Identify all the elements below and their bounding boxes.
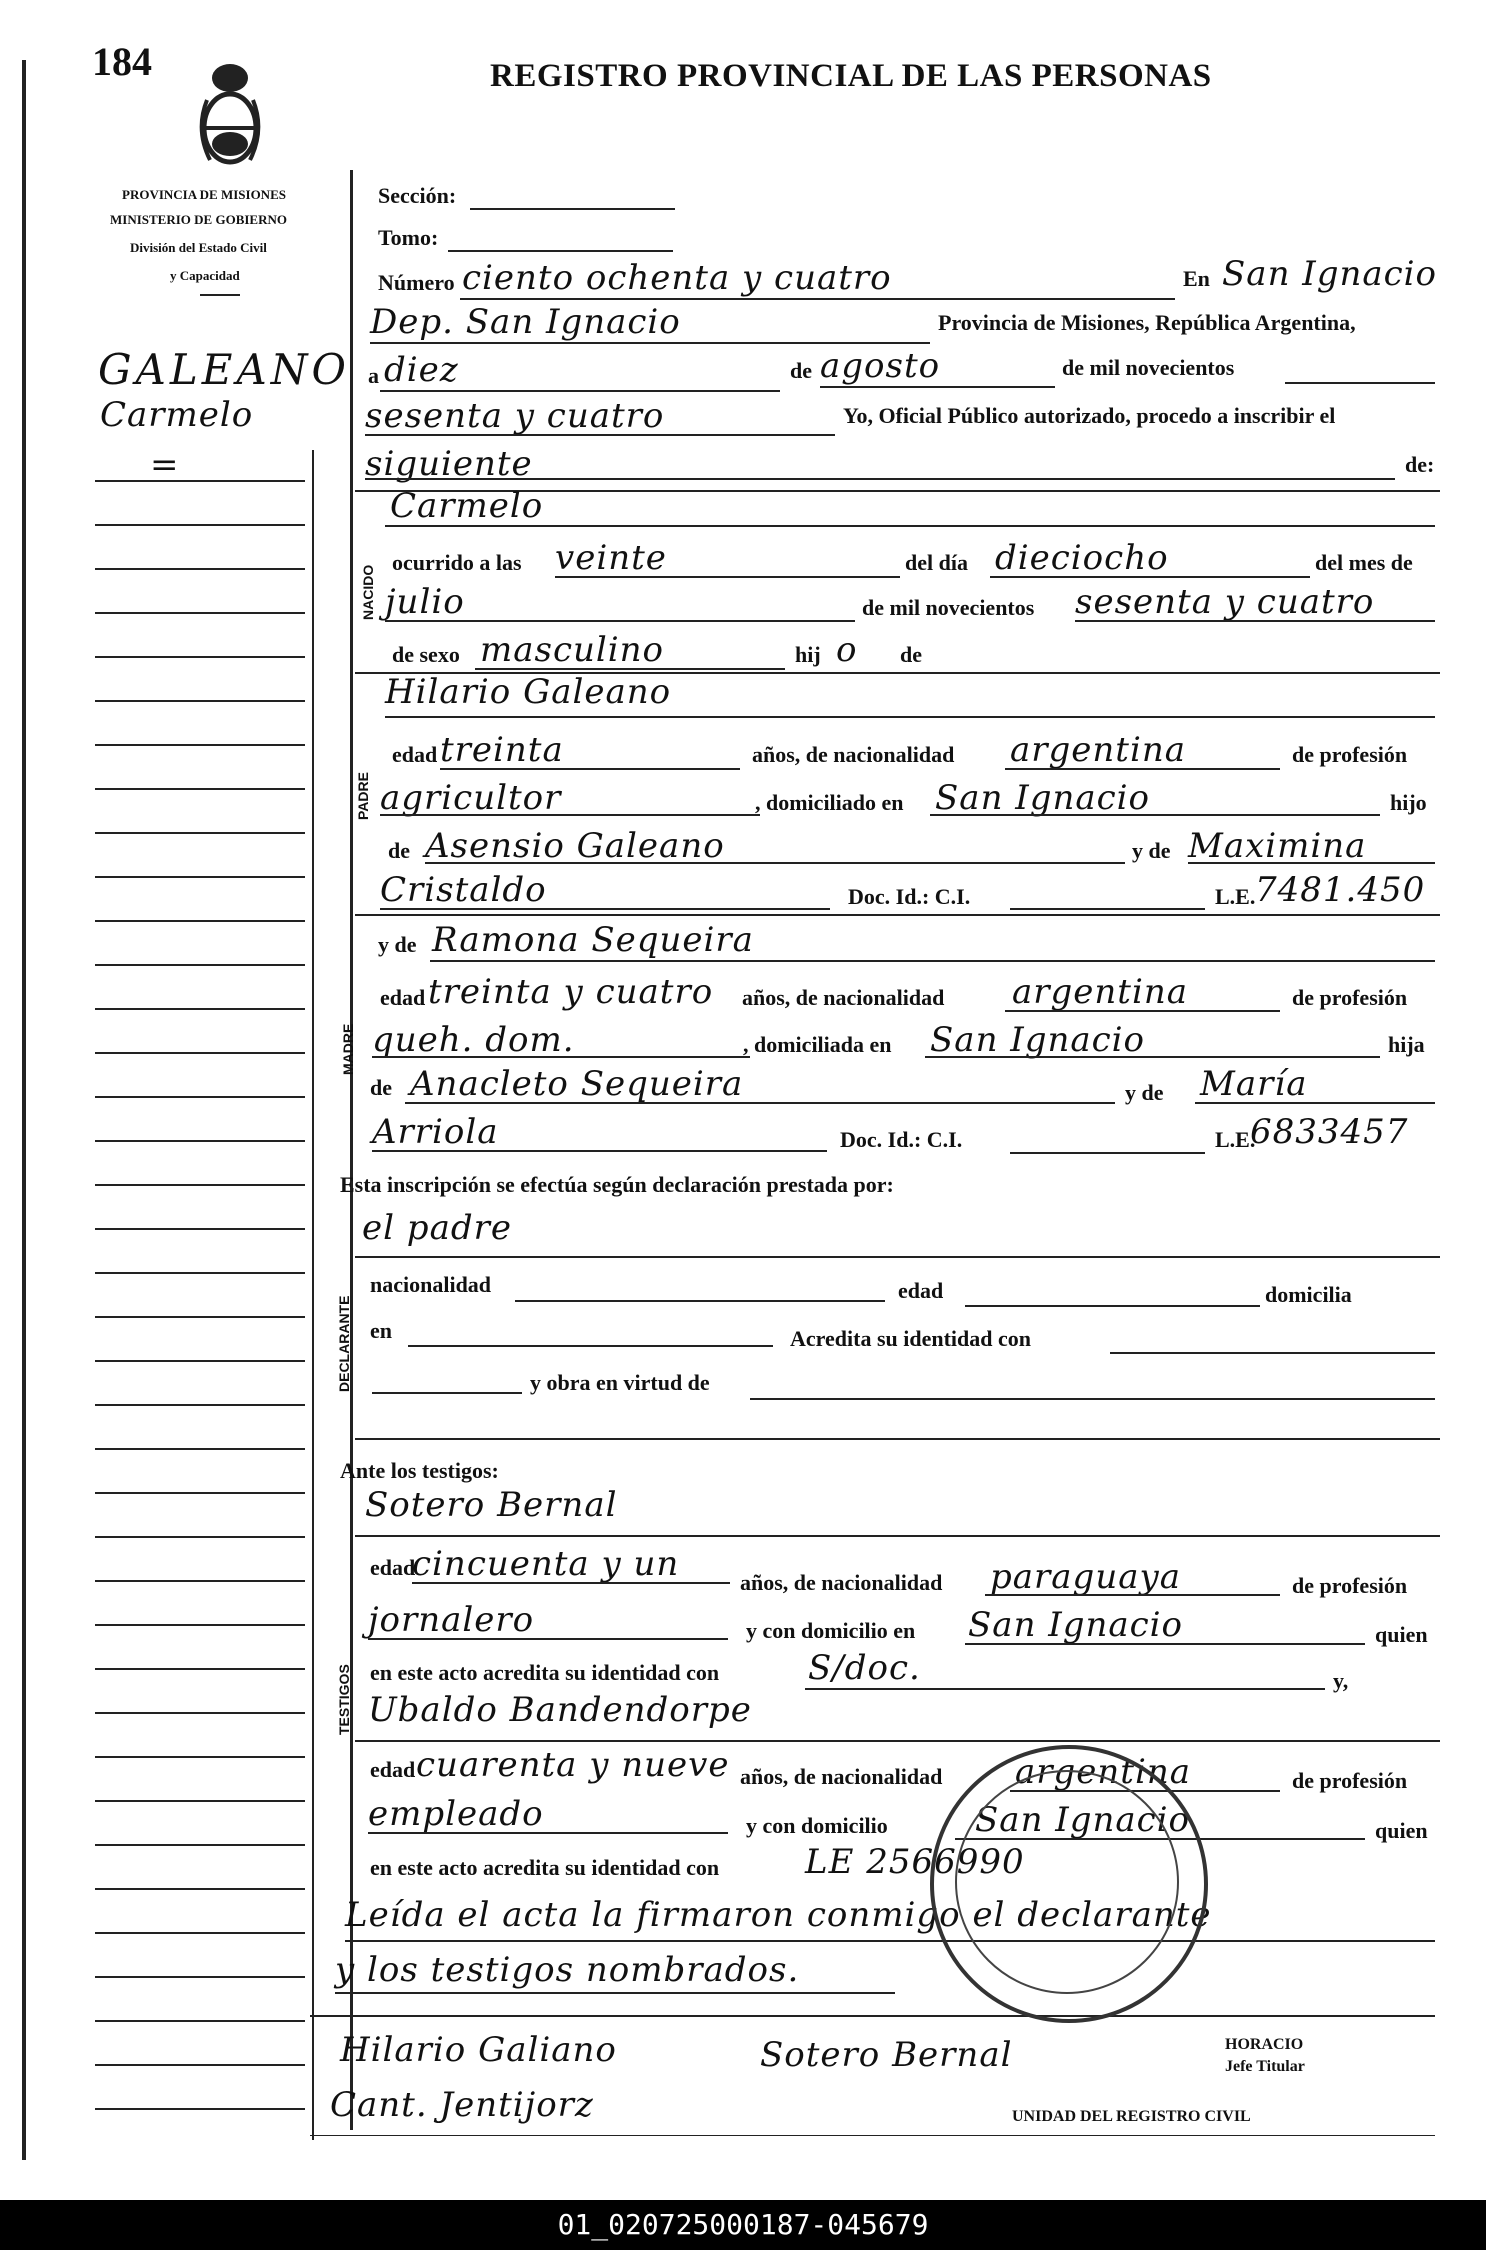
file-id-footer: 01_020725000187-045679 xyxy=(0,2200,1486,2250)
value-en-lugar: San Ignacio xyxy=(1222,254,1438,294)
label-tomo: Tomo: xyxy=(378,225,439,250)
margin-rule xyxy=(95,2020,305,2022)
label-t1-con-domicilio: y con domicilio en xyxy=(746,1618,916,1643)
label-padre-hijo: hijo xyxy=(1390,790,1427,815)
label-padre-y-de: y de xyxy=(1132,838,1171,863)
margin-rule xyxy=(95,1008,305,1010)
madre-domicilio: San Ignacio xyxy=(930,1020,1146,1060)
official-stamp-inner xyxy=(955,1770,1179,1994)
value-anio-nac: sesenta y cuatro xyxy=(1075,582,1375,622)
testigo2-profesion: empleado xyxy=(368,1794,544,1834)
signature-father: Hilario Galiano xyxy=(340,2030,617,2070)
label-de-mil-nac: de mil novecientos xyxy=(862,595,1035,620)
value-dia: dieciocho xyxy=(995,538,1169,578)
label-madre-de: de xyxy=(370,1075,392,1100)
section-declarante: DECLARANTE xyxy=(336,1295,352,1392)
value-dia-inscripcion: diez xyxy=(384,350,459,390)
testigo2-nacionalidad: argentina xyxy=(1015,1752,1192,1792)
label-madre-profesion: de profesión xyxy=(1292,985,1408,1010)
margin-rule xyxy=(95,1800,305,1802)
testigo1-identidad: S/doc. xyxy=(808,1648,921,1688)
margin-rule xyxy=(95,1536,305,1538)
margin-given-name: Carmelo xyxy=(100,395,254,435)
section-testigos: TESTIGOS xyxy=(336,1664,352,1735)
value-mes: julio xyxy=(385,582,465,622)
label-t1-profesion: de profesión xyxy=(1292,1573,1408,1598)
stamp-text-2: Jefe Titular xyxy=(1225,2058,1305,2075)
madre-abuela-apellido: Arriola xyxy=(372,1112,499,1152)
margin-rule xyxy=(95,524,305,526)
declarante-nombre: el padre xyxy=(362,1208,512,1248)
value-hora: veinte xyxy=(555,538,667,578)
margin-rule xyxy=(95,1184,305,1186)
testigo2-identidad: LE 2566990 xyxy=(805,1842,1025,1882)
margin-rule xyxy=(95,1096,305,1098)
label-madre-y-de: y de xyxy=(378,932,417,957)
closing-line-2: y los testigos nombrados. xyxy=(335,1950,800,1990)
margin-rule xyxy=(95,1756,305,1758)
margin-rule xyxy=(95,1316,305,1318)
label-declarante-acredita: Acredita su identidad con xyxy=(790,1326,1032,1351)
label-de-colon: de: xyxy=(1405,452,1435,477)
value-sexo: masculino xyxy=(480,630,665,670)
stamp-text-1: HORACIO xyxy=(1225,2036,1304,2053)
padre-nacionalidad: argentina xyxy=(1010,730,1187,770)
label-padre-profesion: de profesión xyxy=(1292,742,1408,767)
org-line-2: MINISTERIO DE GOBIERNO xyxy=(110,212,287,227)
margin-rule xyxy=(95,1052,305,1054)
signature-official: Cant. Jentijorz xyxy=(330,2085,594,2125)
label-madre-anos-nac: años, de nacionalidad xyxy=(742,985,945,1010)
value-dep: Dep. San Ignacio xyxy=(370,302,681,342)
margin-rule xyxy=(95,2064,305,2066)
label-sexo: de sexo xyxy=(392,642,460,667)
org-line-3: División del Estado Civil xyxy=(130,240,267,255)
margin-rule xyxy=(95,964,305,966)
madre-edad: treinta y cuatro xyxy=(428,972,714,1012)
padre-abuela-apellido: Cristaldo xyxy=(380,870,547,910)
margin-rule xyxy=(95,832,305,834)
label-t1-en-este: en este acto acredita su identidad con xyxy=(370,1660,720,1685)
margin-rule xyxy=(95,1404,305,1406)
label-madre-hija: hija xyxy=(1388,1032,1425,1057)
margin-rule xyxy=(95,920,305,922)
testigo1-domicilio: San Ignacio xyxy=(968,1605,1184,1645)
label-padre-anos-nac: años, de nacionalidad xyxy=(752,742,955,767)
testigo2-edad: cuarenta y nueve xyxy=(416,1745,730,1785)
margin-rule xyxy=(95,656,305,658)
label-t1-anos-nac: años, de nacionalidad xyxy=(740,1570,943,1595)
section-madre: MADRE xyxy=(340,1023,356,1075)
margin-rule xyxy=(95,1712,305,1714)
label-del-mes: del mes de xyxy=(1315,550,1413,575)
testigo1-nombre: Sotero Bernal xyxy=(365,1485,618,1525)
testigo2-nombre: Ubaldo Bandendorpe xyxy=(368,1690,752,1730)
madre-abuela: María xyxy=(1200,1064,1308,1104)
label-de-mil: de mil novecientos xyxy=(1062,355,1235,380)
margin-rule xyxy=(95,876,305,878)
label-ocurrido: ocurrido a las xyxy=(392,550,522,575)
label-ante: Ante los testigos: xyxy=(340,1458,499,1483)
padre-nombre: Hilario Galeano xyxy=(385,672,672,712)
label-hijo-de: de xyxy=(900,642,922,667)
label-declarante-domicilia: domicilia xyxy=(1265,1282,1352,1307)
label-padre-domiciliado: , domiciliado en xyxy=(755,790,904,815)
madre-nacionalidad: argentina xyxy=(1012,972,1189,1012)
madre-profesion: queh. dom. xyxy=(372,1020,575,1060)
label-madre-le: L.E. xyxy=(1215,1127,1256,1152)
label-del-dia: del día xyxy=(905,550,968,575)
label-en: En xyxy=(1183,266,1210,291)
label-t2-profesion: de profesión xyxy=(1292,1768,1408,1793)
margin-rule xyxy=(95,788,305,790)
stamp-text-3: UNIDAD DEL REGISTRO CIVIL xyxy=(1012,2108,1251,2125)
label-padre-le: L.E. xyxy=(1215,884,1256,909)
madre-nombre: Ramona Sequeira xyxy=(432,920,754,960)
margin-rule xyxy=(95,1888,305,1890)
madre-abuelo: Anacleto Sequeira xyxy=(410,1064,744,1104)
label-madre-domiciliada: , domiciliada en xyxy=(743,1032,892,1057)
label-t2-en-este: en este acto acredita su identidad con xyxy=(370,1855,720,1880)
label-provincia: Provincia de Misiones, República Argentina, xyxy=(938,310,1356,335)
margin-rule xyxy=(95,1360,305,1362)
label-t1-edad: edad xyxy=(370,1555,416,1580)
margin-rule xyxy=(95,1228,305,1230)
value-hijo-suffix: o xyxy=(836,630,858,670)
margin-rule xyxy=(95,1272,305,1274)
label-madre-doc: Doc. Id.: C.I. xyxy=(840,1127,963,1152)
label-t1-y: y, xyxy=(1333,1668,1349,1693)
margin-rule xyxy=(95,568,305,570)
value-mes-inscripcion: agosto xyxy=(820,346,941,386)
margin-mark: = xyxy=(150,445,180,485)
label-t1-quien: quien xyxy=(1375,1622,1428,1647)
margin-rule xyxy=(95,1448,305,1450)
padre-abuela: Maximina xyxy=(1188,826,1367,866)
margin-rule xyxy=(95,1624,305,1626)
margin-rule xyxy=(95,1580,305,1582)
margin-rule xyxy=(95,1668,305,1670)
label-inscripcion: Esta inscripción se efectúa según declaración prestada por: xyxy=(340,1172,894,1197)
label-t2-con-domicilio: y con domicilio xyxy=(746,1813,888,1838)
margin-rule xyxy=(95,1492,305,1494)
label-numero: Número xyxy=(378,270,455,295)
label-t2-quien: quien xyxy=(1375,1818,1428,1843)
page-number: 184 xyxy=(92,39,152,84)
padre-abuelo: Asensio Galeano xyxy=(425,826,725,866)
padre-le: 7481.450 xyxy=(1255,870,1426,910)
label-hij: hij xyxy=(795,642,821,667)
label-t2-anos-nac: años, de nacionalidad xyxy=(740,1764,943,1789)
label-declarante-obra: y obra en virtud de xyxy=(530,1370,710,1395)
margin-rule xyxy=(95,2108,305,2110)
margin-rule xyxy=(95,700,305,702)
label-de: de xyxy=(790,358,812,383)
label-a: a xyxy=(368,363,379,388)
value-nombre: Carmelo xyxy=(390,486,544,526)
label-padre-de: de xyxy=(388,838,410,863)
label-declarante-en: en xyxy=(370,1318,392,1343)
section-padre: PADRE xyxy=(355,772,371,820)
margin-rule xyxy=(95,744,305,746)
closing-line-1: Leída el acta la firmaron conmigo el declarante xyxy=(345,1895,1212,1935)
margin-surname: GALEANO xyxy=(98,345,350,394)
label-yo-oficial: Yo, Oficial Público autorizado, procedo a inscribir el xyxy=(843,403,1336,428)
value-inscribir: siguiente xyxy=(365,444,533,484)
signature-witness: Sotero Bernal xyxy=(760,2035,1013,2075)
label-declarante-nacionalidad: nacionalidad xyxy=(370,1272,492,1297)
testigo1-profesion: jornalero xyxy=(368,1600,535,1640)
label-t2-edad: edad xyxy=(370,1757,416,1782)
testigo1-nacionalidad: paraguaya xyxy=(990,1557,1181,1597)
margin-rule xyxy=(95,1976,305,1978)
value-numero: ciento ochenta y cuatro xyxy=(462,258,892,298)
value-anio-inscripcion: sesenta y cuatro xyxy=(365,396,665,436)
document-title: REGISTRO PROVINCIAL DE LAS PERSONAS xyxy=(490,58,1212,94)
label-seccion: Sección: xyxy=(378,183,457,208)
org-line-4: y Capacidad xyxy=(170,268,240,283)
margin-rule xyxy=(95,612,305,614)
section-nacido: NACIDO xyxy=(360,564,376,620)
testigo1-edad: cincuenta y un xyxy=(412,1544,680,1584)
margin-rule xyxy=(95,1932,305,1934)
coat-of-arms-icon xyxy=(195,60,265,180)
label-padre-doc: Doc. Id.: C.I. xyxy=(848,884,971,909)
madre-le: 6833457 xyxy=(1250,1112,1409,1152)
label-madre-edad: edad xyxy=(380,985,426,1010)
label-padre-edad: edad xyxy=(392,742,438,767)
margin-rule xyxy=(95,1140,305,1142)
label-madre-y-de2: y de xyxy=(1125,1080,1164,1105)
margin-rule xyxy=(95,1844,305,1846)
org-line-1: PROVINCIA DE MISIONES xyxy=(122,187,286,202)
testigo2-domicilio: San Ignacio xyxy=(975,1800,1191,1840)
margin-rule xyxy=(95,480,305,482)
padre-edad: treinta xyxy=(440,730,564,770)
padre-profesion: agricultor xyxy=(380,778,562,818)
label-declarante-edad: edad xyxy=(898,1278,944,1303)
padre-domicilio: San Ignacio xyxy=(935,778,1151,818)
